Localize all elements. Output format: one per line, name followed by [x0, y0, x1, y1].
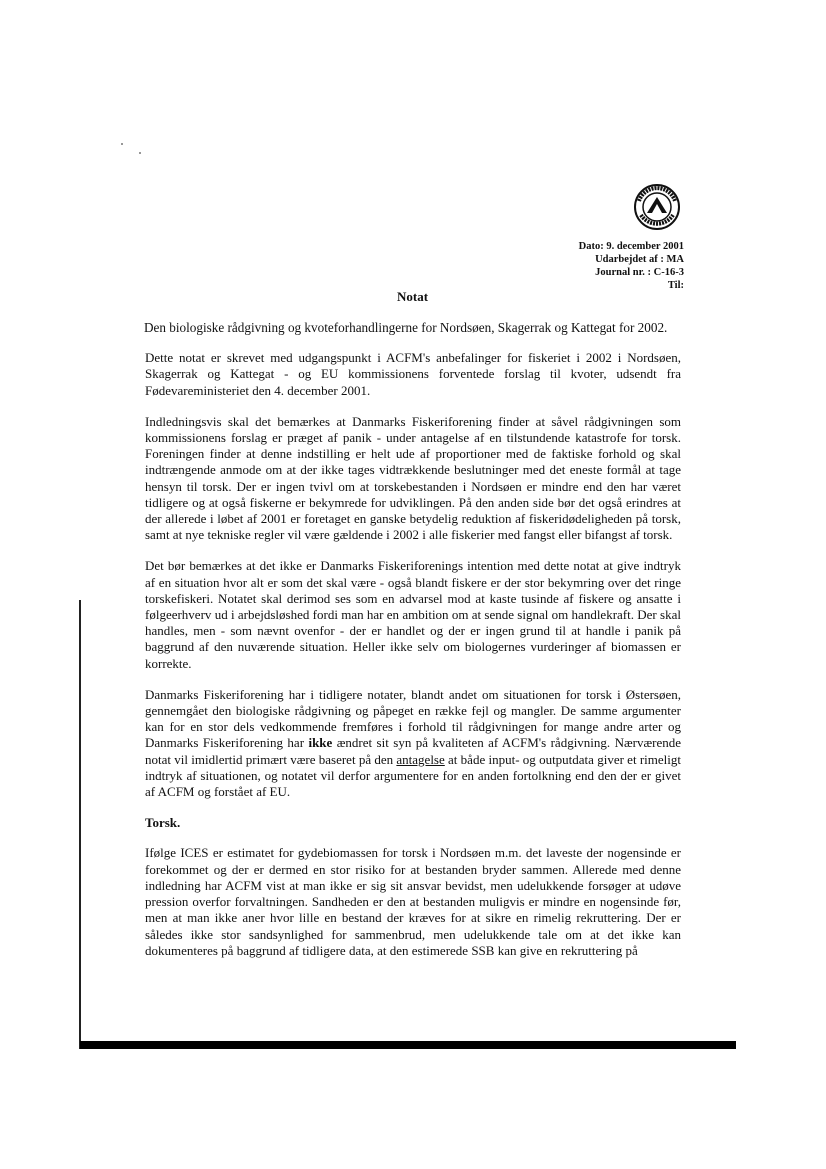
document-body	[145, 320, 681, 974]
scan-border-left	[79, 600, 81, 1049]
journal-line: Journal nr. : C-16-3	[595, 267, 684, 278]
paragraph: Ifølge ICES er estimatet for gydebiomassen for torsk i Nordsøen m.m. det laveste der nogensinde er forekommet og der er dermed en stor risiko for at bestanden bryder sammen. Allerede med denne indledning har ACFM vist at man ikke er sig sit ansvar bevidst, men udelukkende forsøger at udøve pression overfor forvaltningen. Sandheden er den at bestanden muligvis er mindre en nogensinde før, men at man ikke aner hvor lille en bestand der kræves for at sikre en rimelig rekruttering. Der er således ikke stor sandsynlighed for sammenbrud, men udelukkende tale om at det ikke kan dokumenteres på baggrund af tidligere data, at den estimerede SSB kan give en rekruttering på	[145, 845, 681, 958]
recipient-line: Til:	[667, 280, 684, 291]
document-title: Notat	[397, 289, 429, 304]
paragraph-text: ændret sit syn på kvaliteten af ACFM's rådgivning. Nærværende notat vil imidlertid primært være baseret på den	[145, 735, 682, 767]
paragraph-text: Danmarks Fiskeriforening har i tidligere notater, blandt andet om situationen for torsk i Østersøen, gennemgået den biologiske rådgivning og påpeget en række fejl og mangler. De samme argumenter kan for en stor dels vedkommende fremføres i forhold til rådgivningen for mange andre arter og Danmarks Fiskeriforening har	[145, 686, 681, 751]
date-line: Dato: 9. december 2001	[578, 241, 684, 252]
paragraph-text: at både input- og outputdata giver et rimeligt indtryk af situationen, og notatet vil derfor argumentere for en anden fortolkning end den der er givet af ACFM og forstået af EU.	[145, 751, 681, 800]
scan-speck	[121, 143, 123, 145]
author-line: Udarbejdet af : MA	[595, 254, 684, 265]
emphasis-underline: antagelse	[396, 751, 445, 767]
paragraph: Dette notat er skrevet med udgangspunkt i ACFM's anbefalinger for fiskeriet i 2002 i Nordsøen, Skagerrak og Kattegat - og EU kommissionens forventede forslag til kvoter, udsendt fra Fødevareministeriet den 4. december 2001.	[145, 350, 681, 398]
paragraph	[145, 687, 681, 800]
paragraph: Det bør bemærkes at det ikke er Danmarks Fiskeriforenings intention med dette notat at give indtryk af en situation hvor alt er som det skal være - også blandt fiskere er der stor bekymring over det ringe torskefiskeri. Notatet skal derimod ses som en advarsel mod at kaste tusinde af fiskere og ansatte i følgeerhverv ud i arbejdsløshed fordi man har en ambition om at sende signal om handlekraft. Der skal handles, men - som nævnt ovenfor - der er handlet og der er ingen grund til at handle i panik på baggrund af den nuværende situation. Heller ikke selv om biologernes vurderinger af biomassen er korrekte.	[145, 558, 681, 671]
section-heading: Torsk.	[145, 815, 181, 831]
scan-border-bottom	[80, 1041, 736, 1049]
scan-speck	[139, 152, 141, 154]
paragraph: Indledningsvis skal det bemærkes at Danmarks Fiskeriforening finder at såvel rådgivningen som kommissionens forslag er præget af panik - under antagelse af en tilstundende katastrofe for torsk. Foreningen finder at denne indstilling er helt ude af proportioner med de faktiske forhold og skal indtrængende anmode om at der ikke tages vidtrækkende beslutninger med det eneste formål at tage hensyn til torsk. Der er ingen tvivl om at torskebestanden i Nordsøen er mindre end den har været tidligere og at også fiskerne er bekymrede for udviklingen. På den anden side bør det også erindres at der allerede i løbet af 2001 er foretaget en ganske betydelig reduktion af fiskeridødeligheden på torsk, samt at nye tekniske regler vil være gældende i 2002 i alle fiskerier med fangst eller bifangst af torsk.	[145, 413, 681, 543]
association-logo-icon	[633, 183, 681, 231]
subject-line: Den biologiske rådgivning og kvoteforhandlingerne for Nordsøen, Skagerrak og Kattegat for 2002.	[144, 320, 668, 335]
emphasis-bold: ikke	[308, 735, 333, 751]
document-metadata	[579, 240, 684, 292]
